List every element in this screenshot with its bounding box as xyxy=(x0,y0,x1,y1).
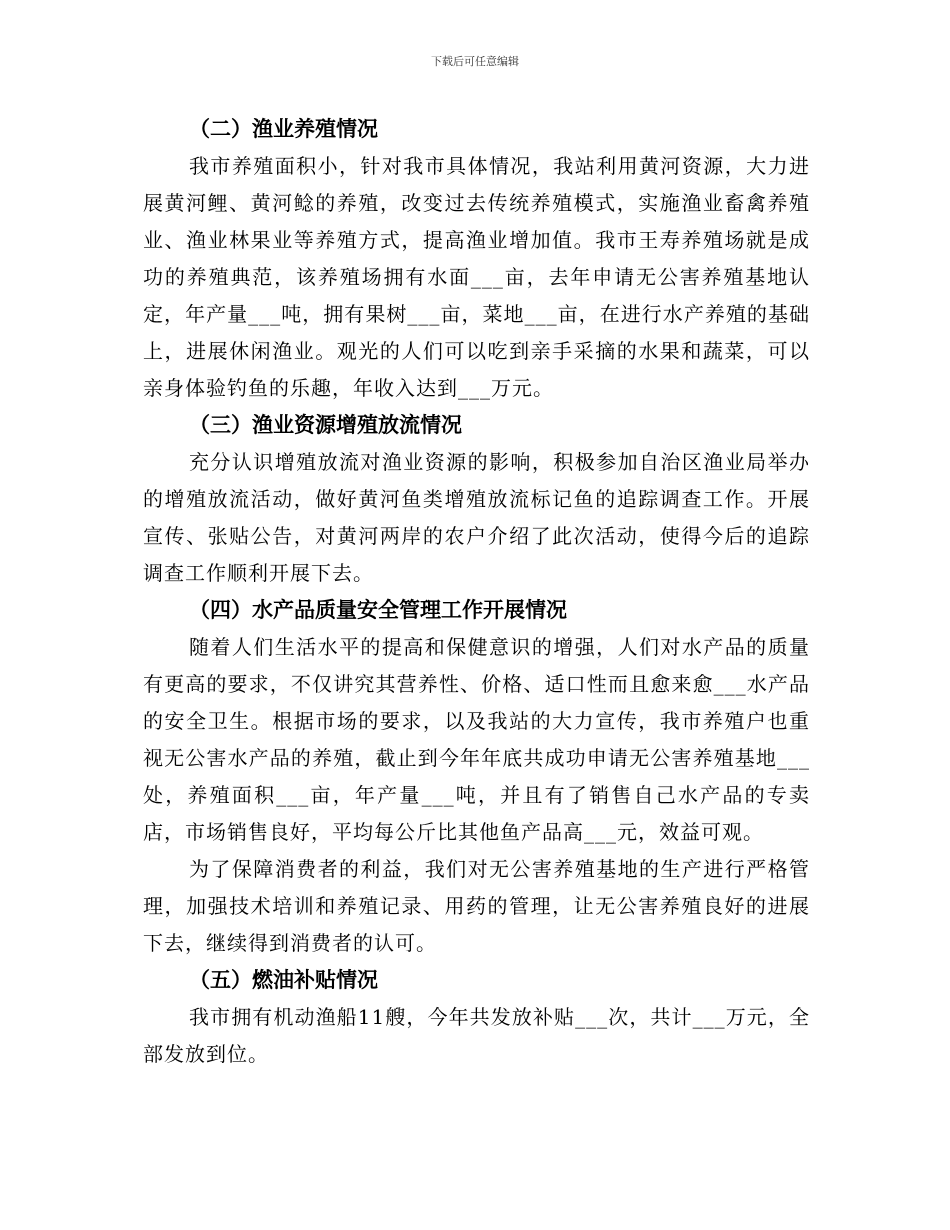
section-heading: （三）渔业资源增殖放流情况 xyxy=(189,413,462,437)
section-fuel-subsidy xyxy=(143,962,810,1073)
section-paragraph: 为了保障消费者的利益，我们对无公害养殖基地的生产进行严格管理，加强技术培训和养殖记录、用药的管理，让无公害养殖良好的进展下去，继续得到消费者的认可。 xyxy=(143,857,810,955)
section-fishery-farming xyxy=(143,111,810,407)
section-heading: （二）渔业养殖情况 xyxy=(189,117,378,141)
section-heading: （四）水产品质量安全管理工作开展情况 xyxy=(189,598,567,622)
section-quality-safety xyxy=(143,592,810,962)
section-paragraph: 我市拥有机动渔船11艘，今年共发放补贴___次，共计___万元，全部发放到位。 xyxy=(143,1005,810,1066)
section-stock-enhancement xyxy=(143,407,810,592)
section-paragraph: 随着人们生活水平的提高和保健意识的增强，人们对水产品的质量有更高的要求，不仅讲究其营养性、价格、适口性而且愈来愈___水产品的安全卫生。根据市场的要求，以及我站的大力宣传，我市养殖户也重视无公害水产品的养殖，截止到今年年底共成功申请无公害养殖基地___处，养殖面积___亩，年产量___吨，并且有了销售自己水产品的专卖店，市场销售良好，平均每公斤比其他鱼产品高___元，效益可观。 xyxy=(143,635,810,844)
section-heading: （五）燃油补贴情况 xyxy=(189,968,378,992)
document-body xyxy=(143,111,810,1073)
section-paragraph: 我市养殖面积小，针对我市具体情况，我站利用黄河资源，大力进展黄河鲤、黄河鲶的养殖，改变过去传统养殖模式，实施渔业畜禽养殖业、渔业林果业等养殖方式，提高渔业增加值。我市王寿养殖场就是成功的养殖典范，该养殖场拥有水面___亩，去年申请无公害养殖基地认定，年产量___吨，拥有果树___亩，菜地___亩，在进行水产养殖的基础上，进展休闲渔业。观光的人们可以吃到亲手采摘的水果和蔬菜，可以亲身体验钓鱼的乐趣，年收入达到___万元。 xyxy=(143,154,810,400)
page-header: 下载后可任意编辑 xyxy=(431,55,519,68)
section-paragraph: 充分认识增殖放流对渔业资源的影响，积极参加自治区渔业局举办的增殖放流活动，做好黄河鱼类增殖放流标记鱼的追踪调查工作。开展宣传、张贴公告，对黄河两岸的农户介绍了此次活动，使得今后的追踪调查工作顺利开展下去。 xyxy=(143,450,810,585)
